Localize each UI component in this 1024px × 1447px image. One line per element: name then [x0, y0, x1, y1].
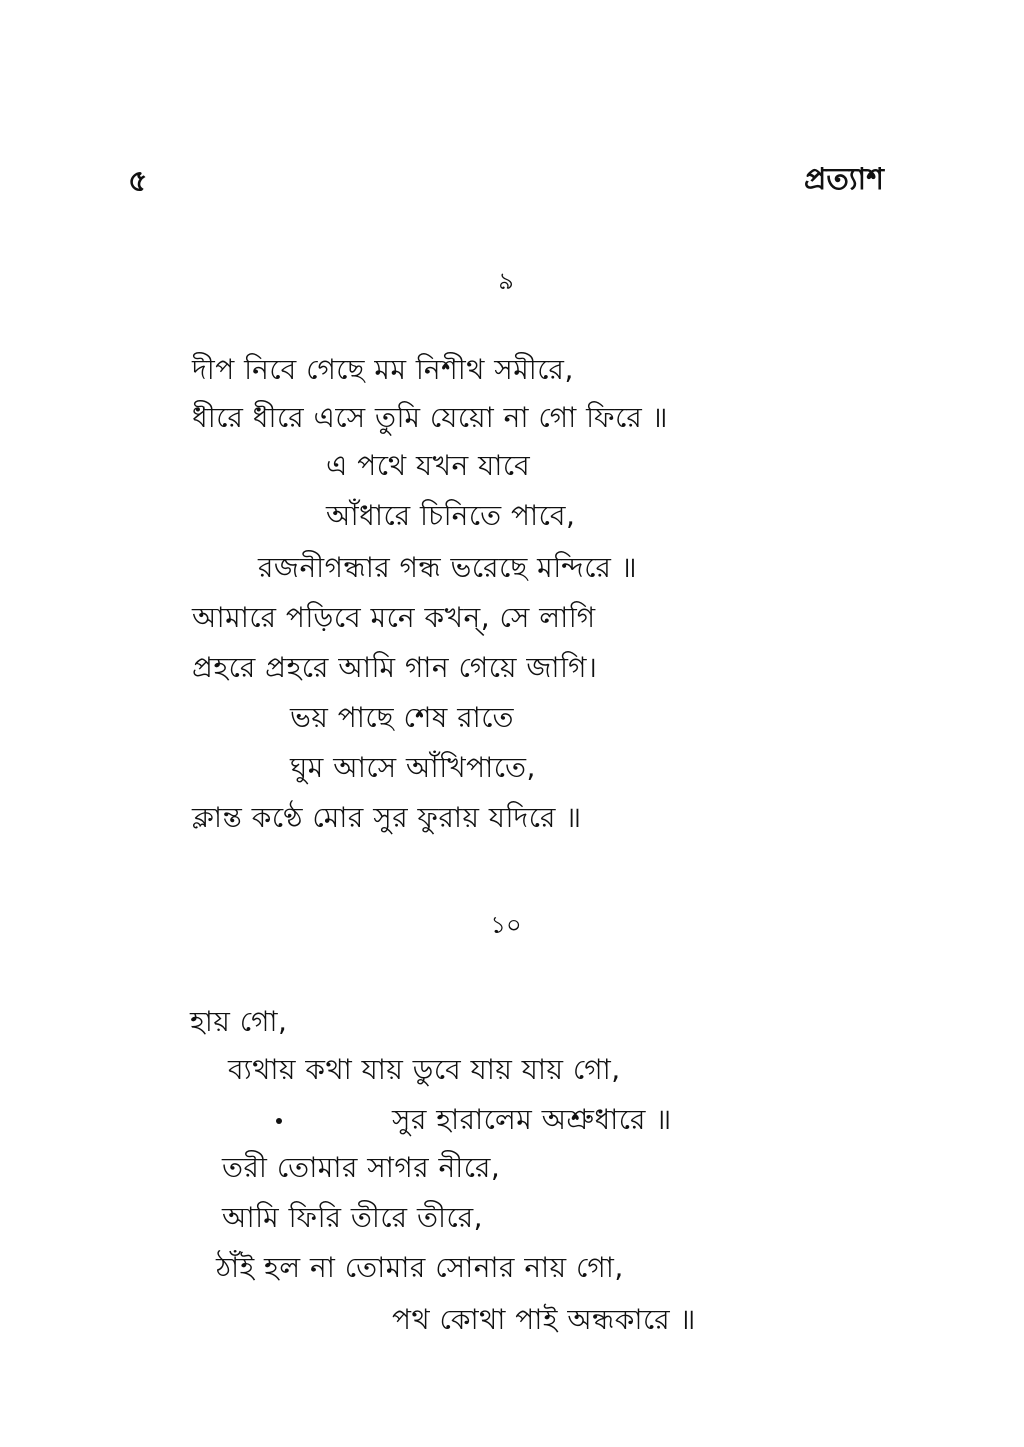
- verse-line: আমারে পড়িবে মনে কখন্, সে লাগি: [192, 601, 596, 634]
- page-number: ৫: [128, 164, 148, 199]
- verse-line: ব্যথায় কথা যায় ডুবে যায় যায় গো,: [228, 1053, 621, 1086]
- running-title: প্রত্যাশ: [803, 162, 884, 197]
- verse-line: দীপ নিবে গেছে মম নিশীথ সমীরে,: [192, 353, 574, 386]
- verse-line: ঘুম আসে আঁখিপাতে,: [290, 751, 536, 784]
- verse-line: আমি ফিরি তীরে তীরে,: [222, 1201, 484, 1234]
- verse-line: প্রহরে প্রহরে আমি গান গেয়ে জাগি।: [192, 651, 598, 684]
- stray-dot: [276, 1118, 282, 1124]
- verse-line: সুর হারালেম অশ্রুধারে ॥: [392, 1103, 672, 1136]
- verse-line: ঠাঁই হল না তোমার সোনার নায় গো,: [216, 1251, 624, 1284]
- verse-line: ভয় পাছে শেষ রাতে: [290, 701, 515, 734]
- verse-line: ক্লান্ত কণ্ঠে মোর সুর ফুরায় যদিরে ॥: [192, 801, 582, 834]
- verse-line: ধীরে ধীরে এসে তুমি যেয়ো না গো ফিরে ॥: [192, 401, 669, 434]
- verse-line: হায় গো,: [190, 1005, 288, 1038]
- song-number: ১০: [490, 911, 522, 939]
- verse-line: তরী তোমার সাগর নীরে,: [222, 1151, 501, 1184]
- verse-line: আঁধারে চিনিতে পাবে,: [326, 499, 576, 532]
- song-number: ৯: [498, 267, 514, 295]
- verse-line: এ পথে যখন যাবে: [326, 449, 531, 482]
- verse-line: পথ কোথা পাই অন্ধকারে ॥: [392, 1303, 696, 1336]
- verse-line: রজনীগন্ধার গন্ধ ভরেছে মন্দিরে ॥: [258, 551, 638, 584]
